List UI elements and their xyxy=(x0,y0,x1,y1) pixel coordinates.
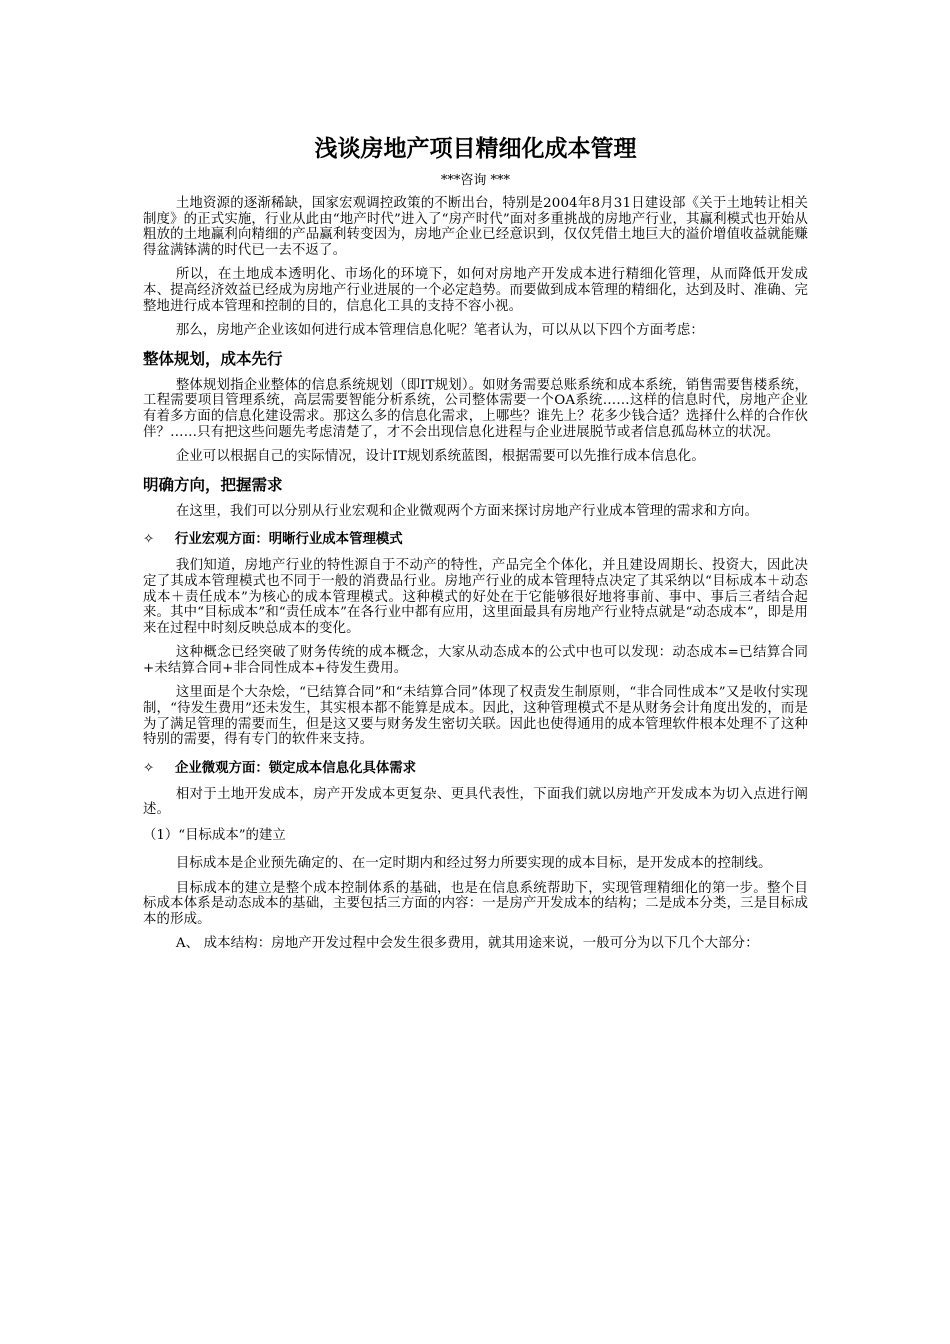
item-paragraph-2: 目标成本的建立是整个成本控制体系的基础，也是在信息系统帮助下，实现管理精细化的第一步。整个目标成本体系是动态成本的基础，主要包括三方面的内容：一是房产开发成本的结构；二是成本分类，三是目标成本的形成。 xyxy=(143,880,808,927)
sub1-paragraph-2: 这种概念已经突破了财务传统的成本概念，大家从动态成本的公式中也可以发现：动态成本=已结算合同+未结算合同+非合同性成本+待发生费用。 xyxy=(143,645,808,676)
intro-paragraph-2: 所以，在土地成本透明化、市场化的环境下，如何对房地产开发成本进行精细化管理，从而降低开发成本、提高经济效益已经成为房地产行业进展的一个必定趋势。而要做到成本管理的精细化，达到及时、准确、完整地进行成本管理和控制的目的，信息化工具的支持不容小视。 xyxy=(143,267,808,314)
document-title: 浅谈房地产项目精细化成本管理 xyxy=(314,136,637,162)
document-author: ***咨询 *** xyxy=(440,173,511,188)
list-item-label: （1）“目标成本”的建立 xyxy=(143,828,286,844)
intro-paragraph-1: 土地资源的逐渐稀缺，国家宏观调控政策的不断出台，特别是2004年8月31日建设部《关于土地转让相关制度》的正式实施，行业从此由“地产时代”进入了“房产时代”面对多重挑战的房地产行业，其赢利模式也开始从粗放的土地赢利向精细的产品赢利转变因为，房地产企业已经意识到，仅仅凭借土地巨大的溢价增值收益就能赚得盆满钵满的时代已一去不返了。 xyxy=(143,196,808,258)
subsection-heading-1 xyxy=(143,531,808,548)
intro-paragraph-3: 那么，房地产企业该如何进行成本管理信息化呢？笔者认为，可以从以下四个方面考虑： xyxy=(175,323,704,339)
item-paragraph-3: A、 成本结构：房地产开发过程中会发生很多费用，就其用途来说，一般可分为以下几个大部分： xyxy=(175,936,759,952)
diamond-bullet-icon: ✧ xyxy=(143,532,155,548)
subsection-heading-2-text: 企业微观方面：锁定成本信息化具体需求 xyxy=(175,760,417,776)
sub1-paragraph-3: 这里面是个大杂烩，“已结算合同”和“未结算合同”体现了权责发生制原则，“非合同性成本”又是收付实现制，“待发生费用”还未发生，其实根本都不能算是成本。因此，这种管理模式不是从财务会计角度出发的，而是为了满足管理的需要而生，但是这又要与财务发生密切关联。因此也使得通用的成本管理软件根本处理不了这种特别的需要，得有专门的软件来支持。 xyxy=(143,685,808,748)
sub1-paragraph-1: 我们知道，房地产行业的特性源自于不动产的特性，产品完全个体化，并且建设周期长、投资大，因此决定了其成本管理模式也不同于一般的消费品行业。房地产行业的成本管理特点决定了其采纳以“目标成本＋动态成本＋责任成本”为核心的成本管理模式。这种模式的好处在于它能够很好地将事前、事中、事后三者结合起来。其中“目标成本”和“责任成本”在各行业中都有应用，这里面最具有房地产行业特点就是“动态成本”，即是用来在过程中时刻反映总成本的变化。 xyxy=(143,558,808,636)
section-heading-2: 明确方向，把握需求 xyxy=(143,475,283,494)
sub2-paragraph-1: 相对于土地开发成本，房产开发成本更复杂、更具代表性，下面我们就以房地产开发成本为切入点进行阐述。 xyxy=(143,786,808,818)
document-body xyxy=(143,132,808,961)
section-heading-1: 整体规划，成本先行 xyxy=(143,349,283,368)
section1-paragraph-1: 整体规划指企业整体的信息系统规划（即IT规划）。如财务需要总账系统和成本系统，销售需要售楼系统，工程需要项目管理系统，高层需要智能分析系统，公司整体需要一个OA系统……这样的信息时代，房地产企业有着多方面的信息化建设需求。那这么多的信息化需求，上哪些？谁先上？花多少钱合适？选择什么样的合作伙伴？……只有把这些问题先考虑清楚了，才不会出现信息化进程与企业进展脱节或者信息孤岛林立的状况。 xyxy=(143,377,808,440)
diamond-bullet-icon: ✧ xyxy=(143,760,155,776)
subsection-heading-2 xyxy=(143,760,808,777)
section1-paragraph-2: 企业可以根据自己的实际情况，设计IT规划系统蓝图，根据需要可以先推行成本信息化。 xyxy=(175,449,705,465)
section2-intro: 在这里，我们可以分别从行业宏观和企业微观两个方面来探讨房地产行业成本管理的需求和方向。 xyxy=(175,503,759,519)
item-paragraph-1: 目标成本是企业预先确定的、在一定时期内和经过努力所要实现的成本目标，是开发成本的控制线。 xyxy=(175,856,772,872)
subsection-heading-1-text: 行业宏观方面：明晰行业成本管理模式 xyxy=(175,532,403,548)
